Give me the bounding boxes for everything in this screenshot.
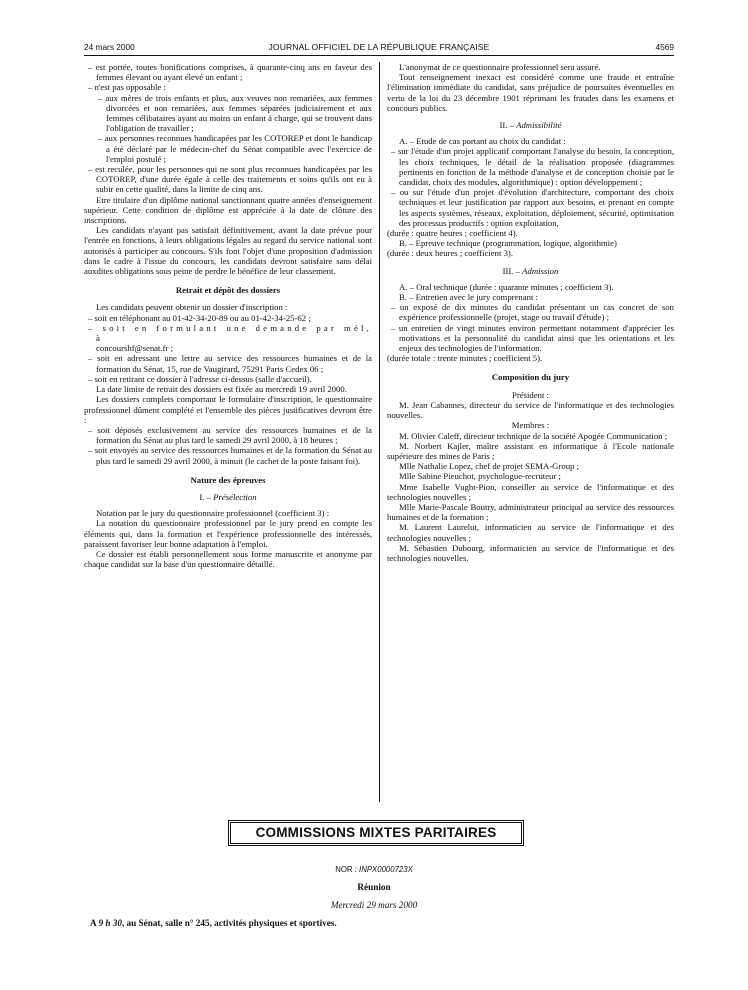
subheading-number: I. – xyxy=(199,491,211,502)
paragraph: Les dossiers complets comportant le formulaire d'inscription, le questionnaire professionnel dûment complété et l'ensemble des pièces justificatives devront être : xyxy=(84,394,372,425)
page-number: 4569 xyxy=(655,42,674,52)
paragraph: – soit en retirant ce dossier à l'adresse ci-dessus (salle d'accueil). xyxy=(88,373,312,384)
reunion-heading: Réunion xyxy=(357,882,391,892)
paragraph: La notation du questionnaire professionnel par le jury prend en compte les éléments qui, dans la formation et l'expérience professionnelle des intéressés, paraissent favoriser leur bonne adaptation à l'emploi. xyxy=(84,518,372,549)
paragraph: (durée : deux heures ; coefficient 3). xyxy=(387,248,513,259)
jury-member: M. Jean Cabannes, directeur du service de l'informatique et des technologies nouvelles. xyxy=(387,399,674,421)
paragraph: La date limite de retrait des dossiers est fixée au mercredi 19 avril 2000. xyxy=(96,384,347,395)
subheading-number: III. – xyxy=(502,265,520,276)
jury-member: Mlle Nathalie Lopez, chef de projet SEMA-Group ; xyxy=(399,461,579,472)
paragraph: A. – Oral technique (durée : quarante minutes ; coefficient 3). xyxy=(399,281,614,292)
paragraph: Tout renseignement inexact est considéré comme une fraude et entraîne l'élimination immédiate du candidat, sans préjudice de poursuites éventuelles en vertu de la loi du 23 décembre 1901 réprimant les fraudes dans les examens et concours publics. xyxy=(387,72,674,113)
jury-member: M. Laurent Laurelut, informaticien au service de l'informatique et des technologies nouvelles ; xyxy=(387,522,674,543)
paragraph: Etre titulaire d'un diplôme national sanctionnant quatre années d'enseignement supérieur. Cette condition de diplôme est appréciée à la date de clôture des inscriptions. xyxy=(84,194,372,226)
paragraph: (durée : quatre heures ; coefficient 4). xyxy=(387,228,518,239)
reunion-date: Mercredi 29 mars 2000 xyxy=(330,900,418,910)
commissions-banner: COMMISSIONS MIXTES PARITAIRES xyxy=(228,820,524,846)
subheading-admission xyxy=(387,266,674,276)
right-column xyxy=(387,62,674,563)
header-date: 24 mars 2000 xyxy=(84,42,135,52)
paragraph: Les candidats peuvent obtenir un dossier d'inscription : xyxy=(96,302,288,313)
paragraph: – soit déposés exclusivement au service des ressources humaines et de la formation du Sénat au plus tard le samedi 29 avril 2000, à 18 heures ; xyxy=(88,424,372,446)
subheading-label: Admission xyxy=(522,265,559,276)
reunion-time: 9 h 30 xyxy=(98,918,122,928)
jury-member: Mme Isabelle Vught-Pion, conseiller au service de l'informatique et des technologies nouvelles ; xyxy=(387,481,674,502)
email-link[interactable]: concourshf@senat.fr ; xyxy=(96,343,173,354)
paragraph: Notation par le jury du questionnaire professionnel (coefficient 3) : xyxy=(96,508,330,519)
paragraph: – ou sur l'étude d'un projet d'évolution d'architecture, comportant des choix techniques et leur justification par rapport aux besoins, et prenant en compte les aspects systèmes, réseaux, exploitation, déploiement, sécurité, optimisation des processus productifs : option exploitation, xyxy=(391,187,674,228)
subheading-label: Présélection xyxy=(213,491,257,502)
reunion-prefix: A xyxy=(90,918,97,928)
paragraph: – n'est pas opposable : xyxy=(88,82,166,93)
header-rule xyxy=(84,55,674,56)
jury-member: Mlle Sabine Pieuchot, psychologue-recruteur ; xyxy=(399,471,561,482)
jury-member: M. Olivier Caleff, directeur technique de la société Apogée Communication ; xyxy=(399,430,668,441)
jury-role-membres: Membres : xyxy=(511,420,550,431)
section-heading-retrait: Retrait et dépôt des dossiers xyxy=(175,285,281,296)
paragraph: – est reculée, pour les personnes qui ne sont plus reconnues handicapées par les COTOREP, d'une durée égale à celle des traitements et soins qu'ils ont eu à subir en cette qualité, dans la limite de cinq ans. xyxy=(88,164,372,195)
header-title: JOURNAL OFFICIEL DE LA RÉPUBLIQUE FRANÇAISE xyxy=(268,42,490,52)
jury-member: Mlle Marie-Pascale Boutry, administrateur principal au service des ressources humaines et de la formation ; xyxy=(387,501,674,523)
column-divider xyxy=(379,62,380,802)
nor-code: INPX0000723X xyxy=(359,865,413,874)
paragraph: – sur l'étude d'un projet applicatif comportant l'analyse du besoin, la conception, les choix techniques, le détail de la réalisation proposée (diagrammes pertinents en fonction de la méthode d'analyse et de conception choisie par le candidat, choix des modules, algorithmique) : option développement ; xyxy=(391,146,674,188)
left-column xyxy=(84,62,372,569)
paragraph-text: – soit en formulant une demande par mél, à xyxy=(88,322,372,344)
paragraph: – aux personnes reconnues handicapées par les COTOREP et dont le handicap a été déclaré par le médecin-chef du Sénat compatible avec l'exercice de l'emploi postulé ; xyxy=(98,133,372,164)
section-heading-jury: Composition du jury xyxy=(491,372,570,383)
paragraph: Les candidats n'ayant pas satisfait définitivement, avant la date prévue pour l'entrée en fonctions, à leurs obligations légales au regard du service national sont autorisés à participer au concours. S'ils font l'objet d'une proposition d'admission dans le cadre à l'issue du concours, les candidats devront satisfaire sans délai auxdites obligations sous peine de perdre le bénéfice de leur classement. xyxy=(84,225,372,277)
paragraph: – est portée, toutes bonifications comprises, à quarante-cinq ans en faveur des femmes élevant ou ayant élevé un enfant ; xyxy=(88,62,372,83)
paragraph: B. – Epreuve technique (programmation, logique, algorithmie) xyxy=(399,238,617,249)
nor-label: NOR : xyxy=(335,865,357,874)
nor-reference xyxy=(0,865,748,875)
paragraph: – soit en adressant une lettre au service des ressources humaines et de la formation du Sénat, 15, rue de Vaugirard, 75291 Paris Cedex 06 ; xyxy=(88,353,372,374)
section-heading-nature: Nature des épreuves xyxy=(190,474,266,485)
subheading-number: II. – xyxy=(499,120,514,131)
paragraph: – un exposé de dix minutes du candidat présentant un cas concret de son expérience professionnelle (projet, stage ou travail d'étude) ; xyxy=(391,302,674,323)
subheading-preselection xyxy=(84,492,372,502)
paragraph: – un entretien de vingt minutes environ permettant notamment d'apprécier les motivations et la personnalité du candidat ainsi que les orientations et les enjeux des technologies de l'information. xyxy=(391,322,674,354)
paragraph: (durée totale : trente minutes ; coefficient 5). xyxy=(387,353,543,364)
paragraph: B. – Entretien avec le jury comprenant : xyxy=(399,292,538,303)
paragraph: A. – Etude de cas portant au choix du candidat : xyxy=(399,136,566,147)
paragraph: – soit en téléphonant au 01-42-34-20-89 ou au 01-42-34-25-62 ; xyxy=(88,312,311,323)
page-header xyxy=(84,42,674,54)
subheading-label: Admissibilité xyxy=(516,120,562,131)
paragraph: – aux mères de trois enfants et plus, aux veuves non remariées, aux femmes divorcées et non remariées, aux femmes séparées judiciairement et aux femmes célibataires ayant au moins un enfant à charge, qui se trouvent dans l'obligation de travailler ; xyxy=(98,92,372,134)
reunion-place: , au Sénat, salle n° 245, activités physiques et sportives. xyxy=(121,918,337,928)
jury-member: M. Norbert Kajler, maître assistant en informatique à l'Ecole nationale supérieure des mines de Paris ; xyxy=(387,440,674,461)
paragraph xyxy=(84,323,372,354)
jury-member: M. Sébastien Dubourg, informaticien au service de l'informatique et des technologies nouvelles. xyxy=(387,542,674,563)
jury-role-president: Président : xyxy=(512,389,549,400)
subheading-admissibilite xyxy=(387,120,674,130)
paragraph: Ce dossier est établi personnellement sous forme manuscrite et anonyme par chaque candidat sur la base d'un questionnaire détaillé. xyxy=(84,548,372,570)
paragraph: L'anonymat de ce questionnaire professionnel sera assuré. xyxy=(399,62,601,72)
paragraph: – soit envoyés au service des ressources humaines et de la formation du Sénat au plus tard le samedi 29 avril 2000, à minuit (le cachet de la poste faisant foi). xyxy=(88,445,372,466)
reunion-details xyxy=(90,918,690,928)
